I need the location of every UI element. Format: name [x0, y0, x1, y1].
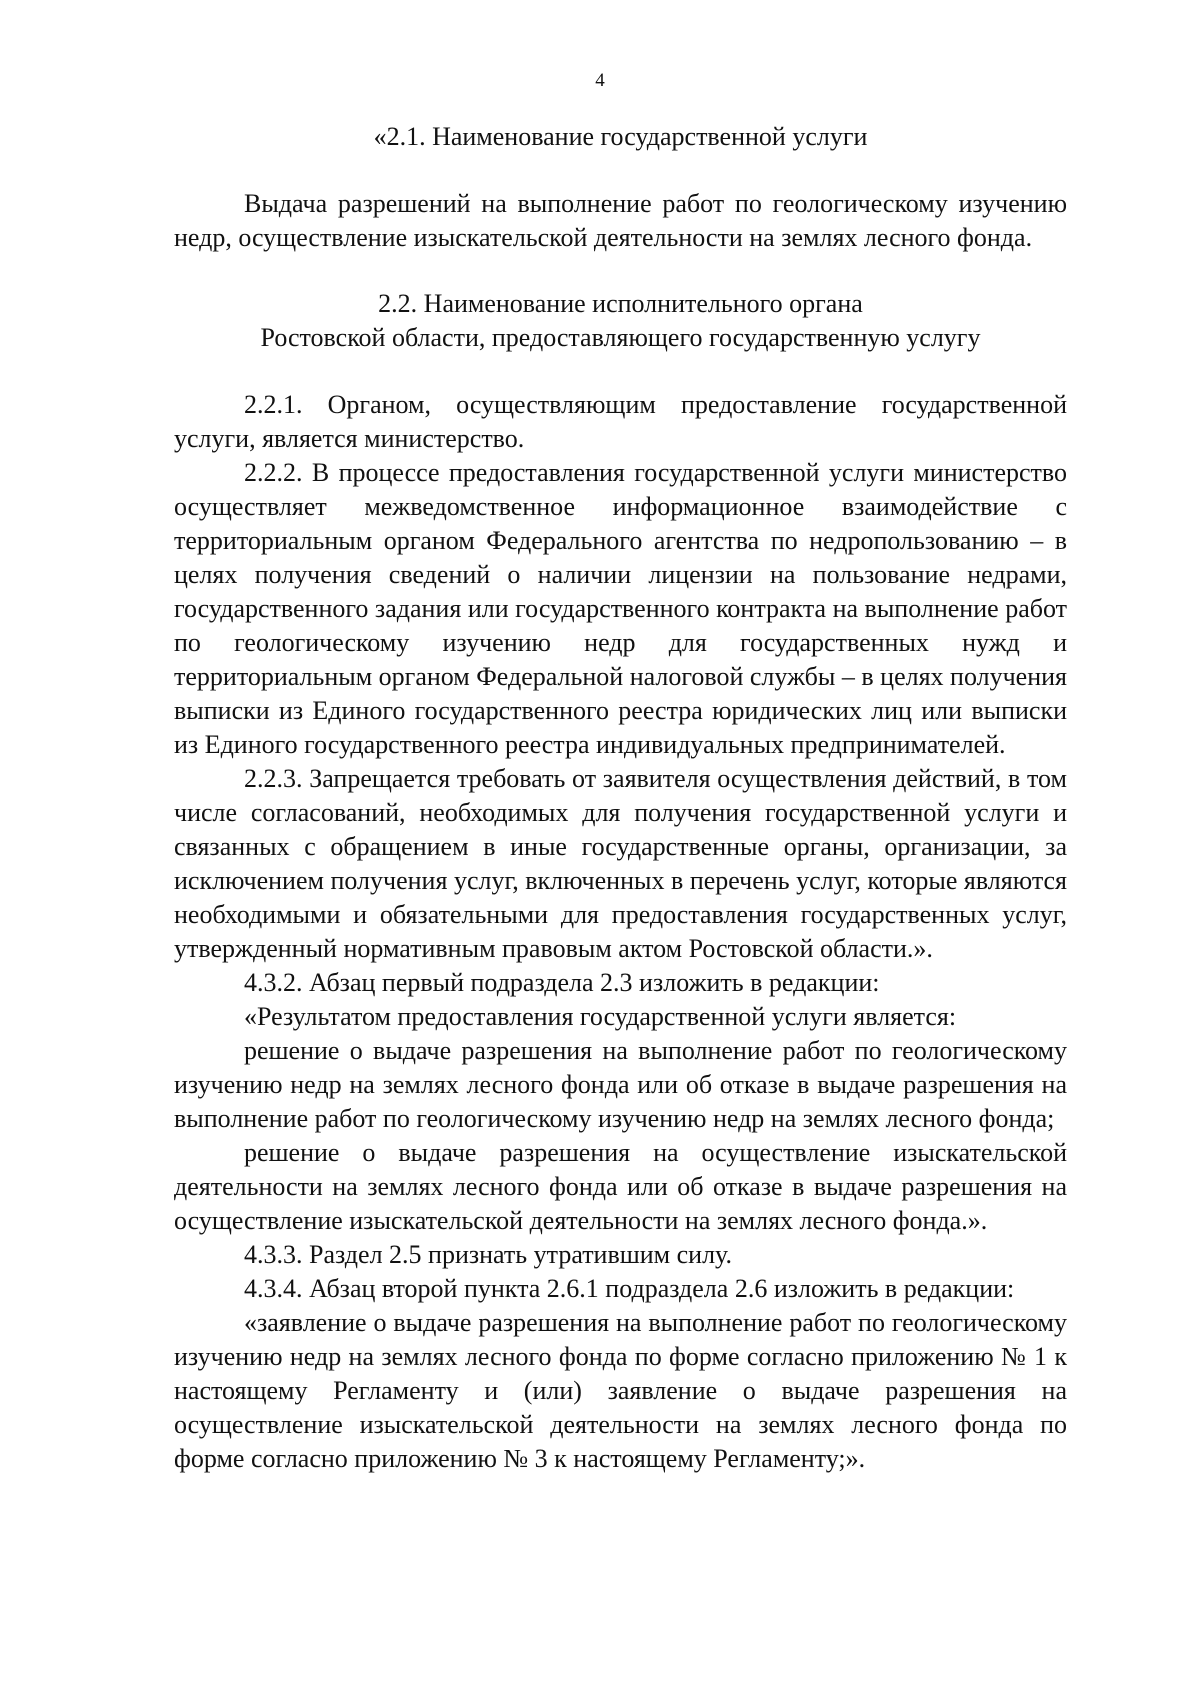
- paragraph-application: «заявление о выдаче разрешения на выполнение работ по геологическому изучению недр на землях лесного фонда по форме согласно приложению № 1 к настоящему Регламенту и (или) заявление о выдаче разрешения на осуществление изыскательской деятельности на землях лесного фонда по форме согласно приложению № 3 к настоящему Регламенту;».: [174, 1308, 1067, 1473]
- paragraph-2-2-2: 2.2.2. В процессе предоставления государственной услуги министерство осуществляет межведомственное информационное взаимодействие с территориальным органом Федерального агентства по недропользованию – в целях получения сведений о наличии лицензии на пользование недрами, государственного задания или государственного контракта на выполнение работ по геологическому изучению недр для государственных нужд и территориальным органом Федеральной налоговой службы – в целях получения выписки из Единого государственного реестра юридических лиц или выписки из Единого государственного реестра индивидуальных предпринимателей.: [174, 458, 1067, 759]
- paragraph-result-geology: решение о выдаче разрешения на выполнение работ по геологическому изучению недр на землях лесного фонда или об отказе в выдаче разрешения на выполнение работ по геологическому изучению недр на землях лесного фонда;: [174, 1036, 1067, 1133]
- paragraph-2-2-1: 2.2.1. Органом, осуществляющим предоставление государственной услуги, является министерство.: [174, 390, 1067, 453]
- section-2-2-title-line-2: Ростовской области, предоставляющего государственную услугу: [260, 323, 981, 352]
- paragraph-4-3-4: 4.3.4. Абзац второй пункта 2.6.1 подраздела 2.6 изложить в редакции:: [244, 1274, 1015, 1303]
- paragraph-2-2-3: 2.2.3. Запрещается требовать от заявителя осуществления действий, в том числе согласований, необходимых для получения государственной услуги и связанных с обращением в иные государственные органы, организации, за исключением получения услуг, включенных в перечень услуг, которые являются необходимыми и обязательными для предоставления государственных услуг, утвержденный нормативным правовым актом Ростовской области.».: [174, 764, 1067, 963]
- document-body: [174, 120, 1067, 1476]
- page-number: 4: [595, 70, 605, 91]
- paragraph-result-intro: «Результатом предоставления государственной услуги является:: [244, 1002, 957, 1031]
- section-2-1-text: Выдача разрешений на выполнение работ по геологическому изучению недр, осуществление изыскательской деятельности на землях лесного фонда.: [174, 189, 1067, 252]
- paragraph-4-3-3: 4.3.3. Раздел 2.5 признать утратившим силу.: [244, 1240, 732, 1269]
- paragraph-4-3-2: 4.3.2. Абзац первый подраздела 2.3 изложить в редакции:: [244, 968, 880, 997]
- paragraph-result-survey: решение о выдаче разрешения на осуществление изыскательской деятельности на землях лесного фонда или об отказе в выдаче разрешения на осуществление изыскательской деятельности на землях лесного фонда.».: [174, 1138, 1067, 1235]
- section-2-2-title-line-1: 2.2. Наименование исполнительного органа: [378, 289, 863, 318]
- section-2-1-title: «2.1. Наименование государственной услуги: [373, 122, 868, 151]
